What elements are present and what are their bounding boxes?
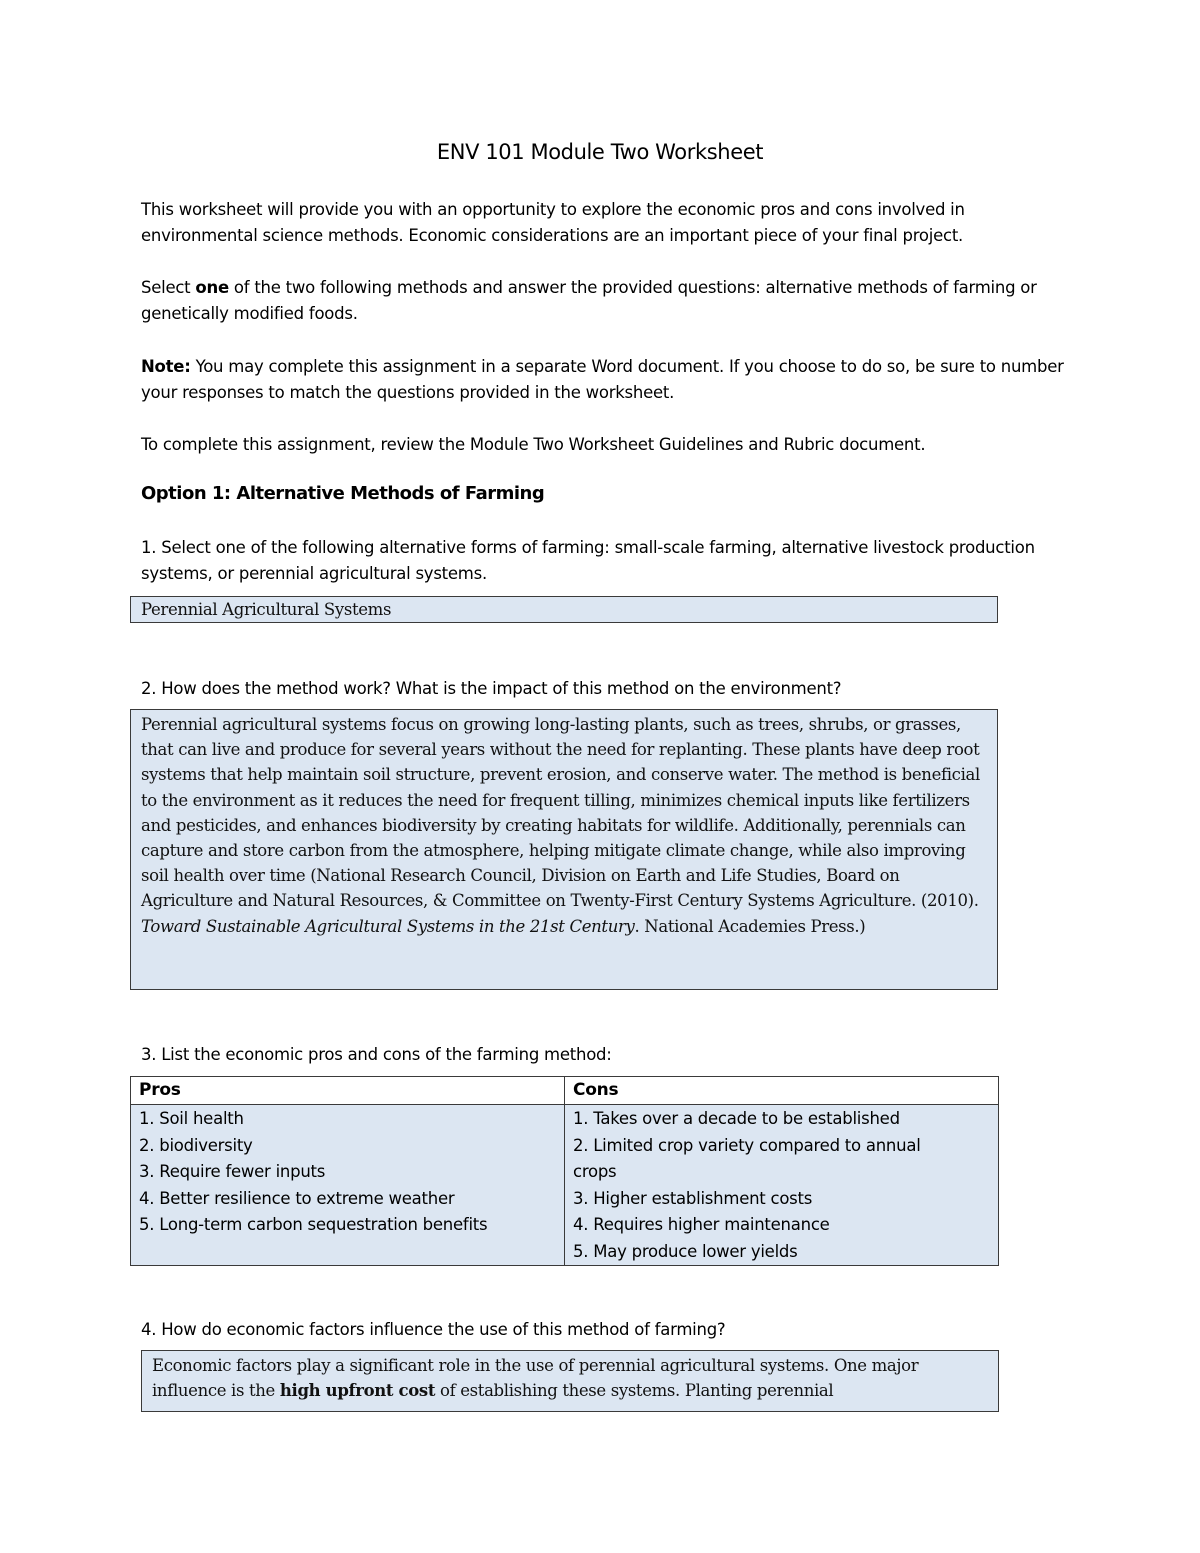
pros-header: Pros (131, 1077, 565, 1105)
select-instruction (141, 275, 1071, 327)
select-text-after: of the two following methods and answer the provided questions: alternative methods of farming or genetically modified foods. (141, 278, 1037, 323)
table-header-row (131, 1077, 999, 1105)
question-3: 3. List the economic pros and cons of the farming method: (141, 1045, 612, 1064)
pros-item: 2. biodiversity (139, 1135, 253, 1155)
answer-1-text: Perennial Agricultural Systems (141, 600, 392, 619)
pros-item: 5. Long-term carbon sequestration benefits (139, 1215, 488, 1234)
answer-4-box[interactable] (141, 1350, 999, 1412)
answer-2-box[interactable] (130, 709, 998, 990)
pros-item: 3. Require fewer inputs (139, 1162, 326, 1181)
table-row (131, 1105, 999, 1266)
intro-paragraph: This worksheet will provide you with an opportunity to explore the economic pros and cons involved in environmental science methods. Economic considerations are an important piece of your final project. (141, 200, 965, 245)
question-2: 2. How does the method work? What is the impact of this method on the environment? (141, 679, 842, 698)
pros-cell[interactable] (131, 1105, 565, 1266)
answer-4-before: Economic factors play a significant role in the use of perennial agricultural systems. One major influence is the (152, 1356, 919, 1401)
answer-2-main: Perennial agricultural systems focus on growing long-lasting plants, such as trees, shrubs, or grasses, that can live and produce for several years without the need for replanting. These plants have deep root systems that help maintain soil structure, prevent erosion, and conserve water. The method is beneficial to the environment as it reduces the need for frequent tilling, minimizes chemical inputs like fertilizers and pesticides, and enhances biodiversity by creating habitats for wildlife. Additionally, perennials can capture and store carbon from the atmosphere, helping mitigate climate change, while also improving soil health over time (National Research Council, Division on Earth and Life Studies, Board on Agriculture and Natural Resources, & Committee on Twenty-First Century Systems Agriculture. (2010). (141, 715, 980, 911)
cons-item: 5. May produce lower yields (573, 1241, 798, 1261)
cons-item: 3. Higher establishment costs (573, 1188, 813, 1208)
answer-4-emphasis: high upfront cost (279, 1381, 436, 1401)
note-paragraph (141, 354, 1071, 406)
cons-item: 1. Takes over a decade to be established (573, 1109, 900, 1128)
question-4: 4. How do economic factors influence the use of this method of farming? (141, 1320, 726, 1339)
question-1: 1. Select one of the following alternative forms of farming: small-scale farming, alternative livestock production systems, or perennial agricultural systems. (141, 538, 1035, 583)
select-emphasis: one (195, 278, 229, 297)
answer-4-text (152, 1353, 988, 1403)
note-text: You may complete this assignment in a separate Word document. If you choose to do so, be sure to number your responses to match the questions provided in the worksheet. (141, 357, 1064, 402)
select-text-before: Select (141, 278, 196, 297)
cons-item: 4. Requires higher maintenance (573, 1215, 830, 1234)
pros-item: 4. Better resilience to extreme weather (139, 1188, 455, 1208)
page-title: ENV 101 Module Two Worksheet (436, 140, 764, 164)
answer-2-end: . National Academies Press.) (634, 916, 866, 936)
cons-header: Cons (565, 1077, 999, 1105)
cons-cell[interactable] (565, 1105, 999, 1266)
answer-4-after: of establishing these systems. Planting perennial (435, 1381, 834, 1401)
answer-1-box[interactable] (130, 596, 998, 623)
answer-2-text (141, 712, 987, 939)
pros-cons-table (130, 1076, 999, 1266)
option-heading: Option 1: Alternative Methods of Farming (141, 483, 545, 504)
cons-item: 2. Limited crop variety compared to annual crops (573, 1135, 921, 1181)
review-instruction: To complete this assignment, review the Module Two Worksheet Guidelines and Rubric document. (141, 435, 926, 454)
pros-item: 1. Soil health (139, 1109, 244, 1128)
note-label: Note: (141, 357, 191, 376)
answer-2-book-title: Toward Sustainable Agricultural Systems in the 21st Century (141, 916, 635, 936)
